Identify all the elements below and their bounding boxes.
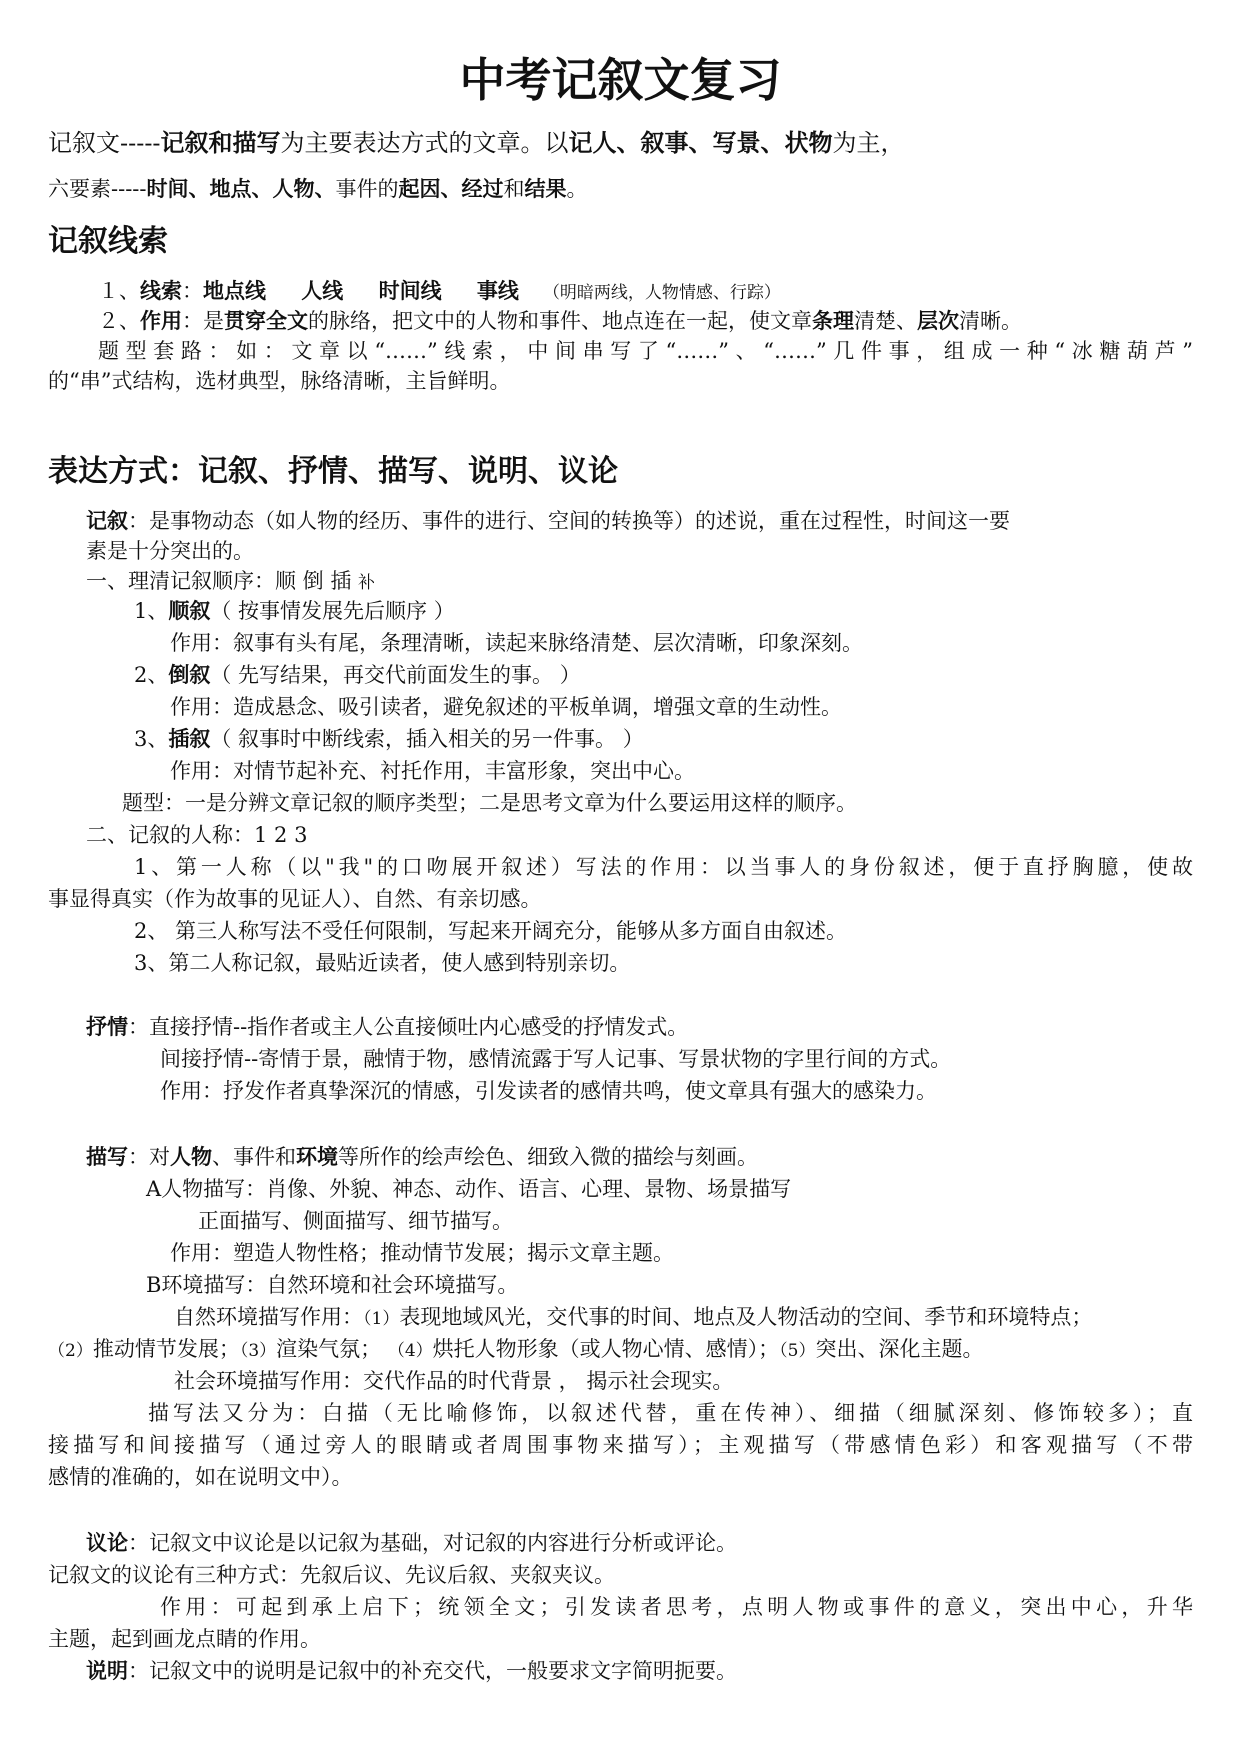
desc-methods-2: 接描写和间接描写（通过旁人的眼睛或者周围事物来描写）；主观描写（带感情色彩）和客观描写（不带 (48, 1433, 1193, 1457)
text: ： (182, 279, 203, 303)
section-heading-clue: 记叙线索 (48, 224, 168, 259)
text: 事件的 (335, 177, 399, 201)
text-bold: 说明 (86, 1659, 128, 1683)
text-bold: 插叙 (168, 727, 211, 751)
text: 的脉络，把文中的人物和事件、地点连在一起，使文章 (308, 309, 812, 333)
order-1-effect: 作用：叙事有头有尾，条理清晰，读起来脉络清楚、层次清晰，印象深刻。 (170, 631, 863, 655)
text: ：记叙文中议论是以记叙为基础，对记叙的内容进行分析或评论。 (128, 1531, 737, 1555)
text: 3、 (134, 727, 169, 751)
narration-line-2: 素是十分突出的。 (86, 539, 254, 563)
text-bold: 顺叙 (168, 599, 211, 623)
person-heading: 二、记叙的人称：1 2 3 (86, 823, 308, 847)
text: 清楚、 (854, 309, 917, 333)
text-bold: 贯穿全文 (224, 309, 308, 333)
text: 一、理清记叙顺序：顺 倒 插 (86, 569, 359, 593)
intro-line-2 (48, 174, 1241, 204)
lyric-line-3: 作用：抒发作者真挚深沉的情感，引发读者的感情共鸣，使文章具有强大的感染力。 (160, 1079, 937, 1103)
text: ２、 (98, 309, 140, 333)
text: ：对 (128, 1145, 170, 1169)
text: ：是 (182, 309, 224, 333)
text-bold: 时间、地点、人物、 (146, 177, 336, 201)
text: （ 先写结果，再交代前面发生的事。 ） (210, 663, 581, 687)
text-small: 补 (358, 573, 376, 593)
text: ：直接抒情--指作者或主人公直接倾吐内心感受的抒情发式。 (128, 1015, 689, 1039)
order-2 (134, 660, 1241, 690)
clue-line-4: 的“串”式结构，选材典型，脉络清晰，主旨鲜明。 (48, 369, 511, 393)
desc-natural-cont (48, 1334, 1241, 1366)
text: 六要素----- (48, 177, 147, 201)
argument-line-1 (86, 1528, 1241, 1558)
person-3: 3、第二人称记叙，最贴近读者，使人感到特别亲切。 (134, 951, 631, 975)
text: ：记叙文中的说明是记叙中的补充交代，一般要求文字简明扼要。 (128, 1659, 737, 1683)
text-small: （5） (779, 1341, 816, 1361)
clue-line-2 (98, 306, 1241, 336)
text: 2、 (134, 663, 169, 687)
text-bold: 抒情 (86, 1015, 128, 1039)
person-2: 2、 第三人称写法不受任何限制，写起来开阔充分，能够从多方面自由叙述。 (134, 919, 848, 943)
narration-line-1 (86, 506, 1241, 536)
text: 为主， (832, 129, 905, 157)
text-bold: 议论 (86, 1531, 128, 1555)
argument-line-2: 记叙文的议论有三种方式：先叙后议、先议后叙、夹叙夹议。 (48, 1563, 615, 1587)
desc-a-sub: 正面描写、侧面描写、细节描写。 (198, 1209, 513, 1233)
desc-b: B环境描写：自然环境和社会环境描写。 (146, 1273, 519, 1297)
text: 清晰。 (959, 309, 1022, 333)
section-heading-expression: 表达方式：记叙、抒情、描写、说明、议论 (48, 454, 618, 489)
text-bold: 描写 (86, 1145, 128, 1169)
order-3 (134, 724, 1241, 754)
text: 1、 (134, 599, 169, 623)
text-bold: 记人、叙事、写景、状物 (568, 129, 833, 157)
text: 推动情节发展； (92, 1337, 240, 1361)
text: （ 叙事时中断线索，插入相关的另一件事。 ） (210, 727, 644, 751)
text-bold: 线索 (140, 279, 182, 303)
text-bold: 起因、经过 (398, 177, 504, 201)
text-bold: 记叙和描写 (160, 129, 281, 157)
person-1-cont: 事显得真实（作为故事的见证人）、自然、有亲切感。 (48, 887, 542, 911)
text-bold: 记叙 (86, 509, 128, 533)
text: （ 按事情发展先后顺序 ） (210, 599, 455, 623)
text-small: （1） (363, 1309, 400, 1329)
explanation-line (86, 1656, 1241, 1686)
text: １、 (98, 279, 140, 303)
order-question-type: 题型：一是分辨文章记叙的顺序类型；二是思考文章为什么要运用这样的顺序。 (122, 791, 857, 815)
argument-line-4: 主题，起到画龙点睛的作用。 (48, 1627, 321, 1651)
text: 等所作的绘声绘色、细致入微的描绘与刻画。 (338, 1145, 758, 1169)
text-small: （3） (239, 1341, 277, 1361)
text-bold: 人物 (170, 1145, 212, 1169)
desc-natural (174, 1302, 1241, 1334)
text: 自然环境描写作用： (174, 1305, 363, 1329)
text: 为主要表达方式的文章。以 (280, 129, 569, 157)
desc-methods-1: 描写法又分为：白描（无比喻修饰，以叙述代替，重在传神）、细描（细腻深刻、修饰较多）；直 (148, 1401, 1193, 1425)
intro-line-1 (48, 126, 1241, 160)
desc-methods-3: 感情的准确的，如在说明文中）。 (48, 1465, 353, 1489)
person-1: 1、第一人称（以"我"的口吻展开叙述）写法的作用：以当事人的身份叙述，便于直抒胸臆，使故 (134, 855, 1193, 879)
clue-line-3: 题型套路：如：文章以“……”线索，中间串写了“……”、“……”几件事，组成一种“冰糖葫芦” (98, 339, 1193, 363)
text-small: （4） (387, 1341, 433, 1361)
text: 烘托人物形象（或人物心情、感情）； (432, 1337, 780, 1361)
text: 。 (566, 177, 588, 201)
text: 、事件和 (212, 1145, 296, 1169)
text: 记叙文----- (48, 129, 161, 157)
text: 渲染气氛； (276, 1337, 388, 1361)
desc-a: A人物描写：肖像、外貌、神态、动作、语言、心理、景物、场景描写 (146, 1177, 792, 1201)
text-small: （2） (48, 1341, 93, 1361)
text: 突出、深化主题。 (815, 1337, 984, 1361)
text-small: （明暗两线，人物情感、行踪） (542, 283, 781, 303)
lyric-line-2: 间接抒情--寄情于景，融情于物，感情流露于写人记事、写景状物的字里行间的方式。 (160, 1047, 952, 1071)
desc-a-effect: 作用：塑造人物性格；推动情节发展；揭示文章主题。 (170, 1241, 674, 1265)
text-bold: 条理 (812, 309, 854, 333)
lyric-line-1 (86, 1012, 1241, 1042)
desc-social: 社会环境描写作用：交代作品的时代背景 ， 揭示社会现实。 (174, 1369, 734, 1393)
text-bold: 地点线 人线 时间线 事线 (203, 279, 519, 303)
text: 表现地域风光，交代事的时间、地点及人物活动的空间、季节和环境特点； (399, 1305, 1093, 1329)
text-bold: 倒叙 (168, 663, 211, 687)
text: ：是事物动态（如人物的经历、事件的进行、空间的转换等）的述说，重在过程性，时间这一要 (128, 509, 1010, 533)
desc-line-1 (86, 1142, 1241, 1172)
text-bold: 层次 (917, 309, 959, 333)
text: 和 (503, 177, 525, 201)
text-bold: 结果 (524, 177, 567, 201)
clue-line-1 (98, 276, 1241, 308)
order-3-effect: 作用：对情节起补充、衬托作用，丰富形象，突出中心。 (170, 759, 695, 783)
page-title: 中考记叙文复习 (459, 53, 782, 107)
order-2-effect: 作用：造成悬念、吸引读者，避免叙述的平板单调，增强文章的生动性。 (170, 695, 842, 719)
text-bold: 环境 (296, 1145, 338, 1169)
text-bold: 作用 (140, 309, 182, 333)
order-1 (134, 596, 1241, 626)
argument-line-3: 作用：可起到承上启下；统领全文；引发读者思考，点明人物或事件的意义，突出中心，升华 (160, 1595, 1193, 1619)
order-heading (86, 566, 1241, 598)
